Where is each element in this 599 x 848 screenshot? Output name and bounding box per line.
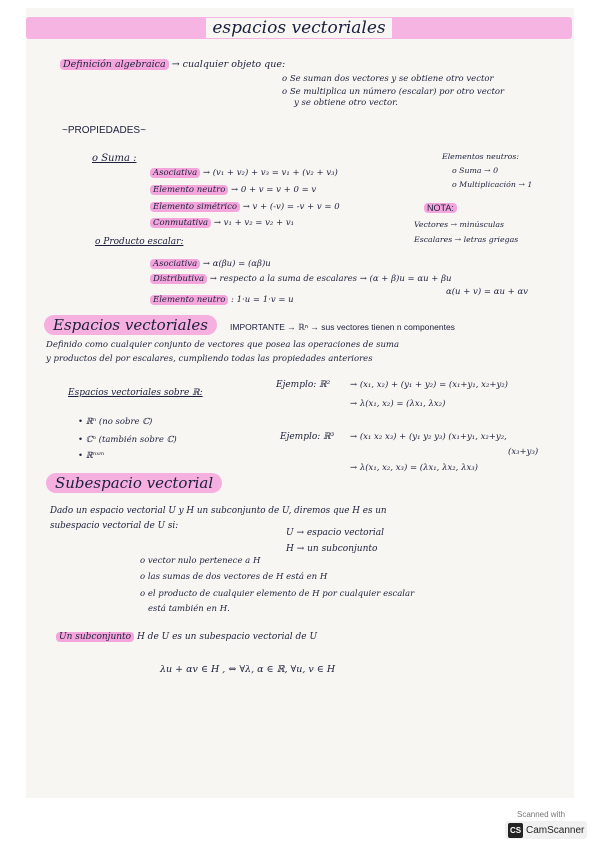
example-r2-sum: → (x₁, x₂) + (y₁ + y₂) = (x₁+y₁, x₂+y₂) <box>350 380 508 390</box>
vector-spaces-heading: Espacios vectoriales <box>44 315 217 335</box>
note-label: NOTA: <box>424 203 457 213</box>
page-title-banner <box>26 17 572 39</box>
u-definition: U → espacio vectorial <box>286 528 385 538</box>
vs-definition-1: Definido como cualquier conjunto de vectores que posea las operaciones de suma <box>46 340 400 350</box>
neutral-sum: o Suma → 0 <box>452 166 499 175</box>
example-rnxm: • ℝⁿˣᵐ <box>78 451 105 461</box>
camscanner-name: CamScanner <box>526 824 585 836</box>
camscanner-logo <box>505 821 587 839</box>
example-r3-sum: → (x₁ x₂ x₃) + (y₁ y₂ y₃) (x₁+y₁, x₂+y₂, <box>350 432 507 442</box>
subspace-heading: Subespacio vectorial <box>46 473 222 493</box>
camscanner-badge <box>501 808 589 842</box>
subspace-intro-2: subespacio vectorial de U si: <box>50 521 179 531</box>
example-r3-scalar: → λ(x₁, x₂, x₃) = (λx₁, λx₂, λx₃) <box>350 463 478 473</box>
product-prop-2: Distributiva → respecto a la suma de escalares → (α + β)u = αu + βu <box>150 274 452 284</box>
example-r2-label: Ejemplo: ℝ² <box>276 380 331 390</box>
condition-2: o las sumas de dos vectores de H está en H <box>140 572 328 582</box>
product-heading: o Producto escalar: <box>95 237 184 247</box>
scanned-with-text: Scanned with <box>517 810 566 819</box>
subset-label: Un subconjunto <box>56 632 134 642</box>
condition-3-cont: está también en H. <box>148 604 230 614</box>
subset-row <box>56 632 317 642</box>
subspace-intro-1: Dado un espacio vectorial U y H un subconjunto de U, diremos que H es un <box>50 506 387 516</box>
condition-1: o vector nulo pertenece a H <box>140 556 261 566</box>
example-cn: • ℂⁿ (también sobre ℂ) <box>78 435 177 445</box>
vs-definition-2: y productos del por escalares, cumpliendo todas las propiedades anteriores <box>46 354 373 364</box>
definition-item-2: o Se multiplica un número (escalar) por otro vector <box>282 87 505 97</box>
note-vectors: Vectores → minúsculas <box>414 220 505 229</box>
definition-item-3: y se obtiene otro vector. <box>294 98 398 108</box>
neutral-heading: Elementos neutros: <box>442 152 519 161</box>
sum-prop-4: Conmutativa → v₁ + v₂ = v₂ + v₁ <box>150 218 294 228</box>
sum-prop-3: Elemento simétrico → v + (-v) = -v + v = 0 <box>150 202 340 212</box>
product-prop-2b: α(u + v) = αu + αv <box>446 287 528 297</box>
subspace-heading-wrap <box>46 474 222 492</box>
vector-spaces-heading-wrap <box>44 316 217 334</box>
h-definition: H → un subconjunto <box>286 544 378 554</box>
subspace-formula: λu + αv ∈ H , ⇔ ∀λ, α ∈ ℝ, ∀u, v ∈ H <box>160 664 336 675</box>
subset-text: H de U es un subespacio vectorial de U <box>136 632 318 642</box>
definition-item-1: o Se suman dos vectores y se obtiene otro vector <box>282 74 494 84</box>
example-r3-sum-cont: (x₃+y₃) <box>508 447 539 457</box>
important-note: IMPORTANTE → ℝⁿ → sus vectores tienen n componentes <box>230 322 455 332</box>
note-scalars: Escalares → letras griegas <box>414 235 519 244</box>
definition-text: → cualquier objeto que: <box>171 59 286 70</box>
example-r2-scalar: → λ(x₁, x₂) = (λx₁, λx₂) <box>350 399 446 409</box>
spaces-over-r: Espacios vectoriales sobre ℝ: <box>68 388 203 398</box>
camscanner-icon: CS <box>508 823 523 838</box>
example-rn: • ℝⁿ (no sobre ℂ) <box>78 417 153 427</box>
product-prop-3: Elemento neutro : 1·u = 1·v = u <box>150 295 294 305</box>
sum-prop-1: Asociativa → (v₁ + v₂) + v₃ = v₁ + (v₂ + v₃) <box>150 168 338 178</box>
sum-heading: o Suma : <box>92 153 137 164</box>
product-prop-1: Asociativa → α(βu) = (αβ)u <box>150 259 271 269</box>
definition-label: Definición algebraica <box>60 59 169 70</box>
sum-prop-2: Elemento neutro → 0 + v = v + 0 = v <box>150 185 316 195</box>
definition-row <box>60 59 285 70</box>
condition-3: o el producto de cualquier elemento de H por cualquier escalar <box>140 589 415 599</box>
neutral-mult: o Multiplicación → 1 <box>452 180 533 189</box>
page-title: espacios vectoriales <box>206 18 391 38</box>
example-r3-label: Ejemplo: ℝ³ <box>280 432 335 442</box>
properties-heading: ~PROPIEDADES~ <box>62 125 146 136</box>
